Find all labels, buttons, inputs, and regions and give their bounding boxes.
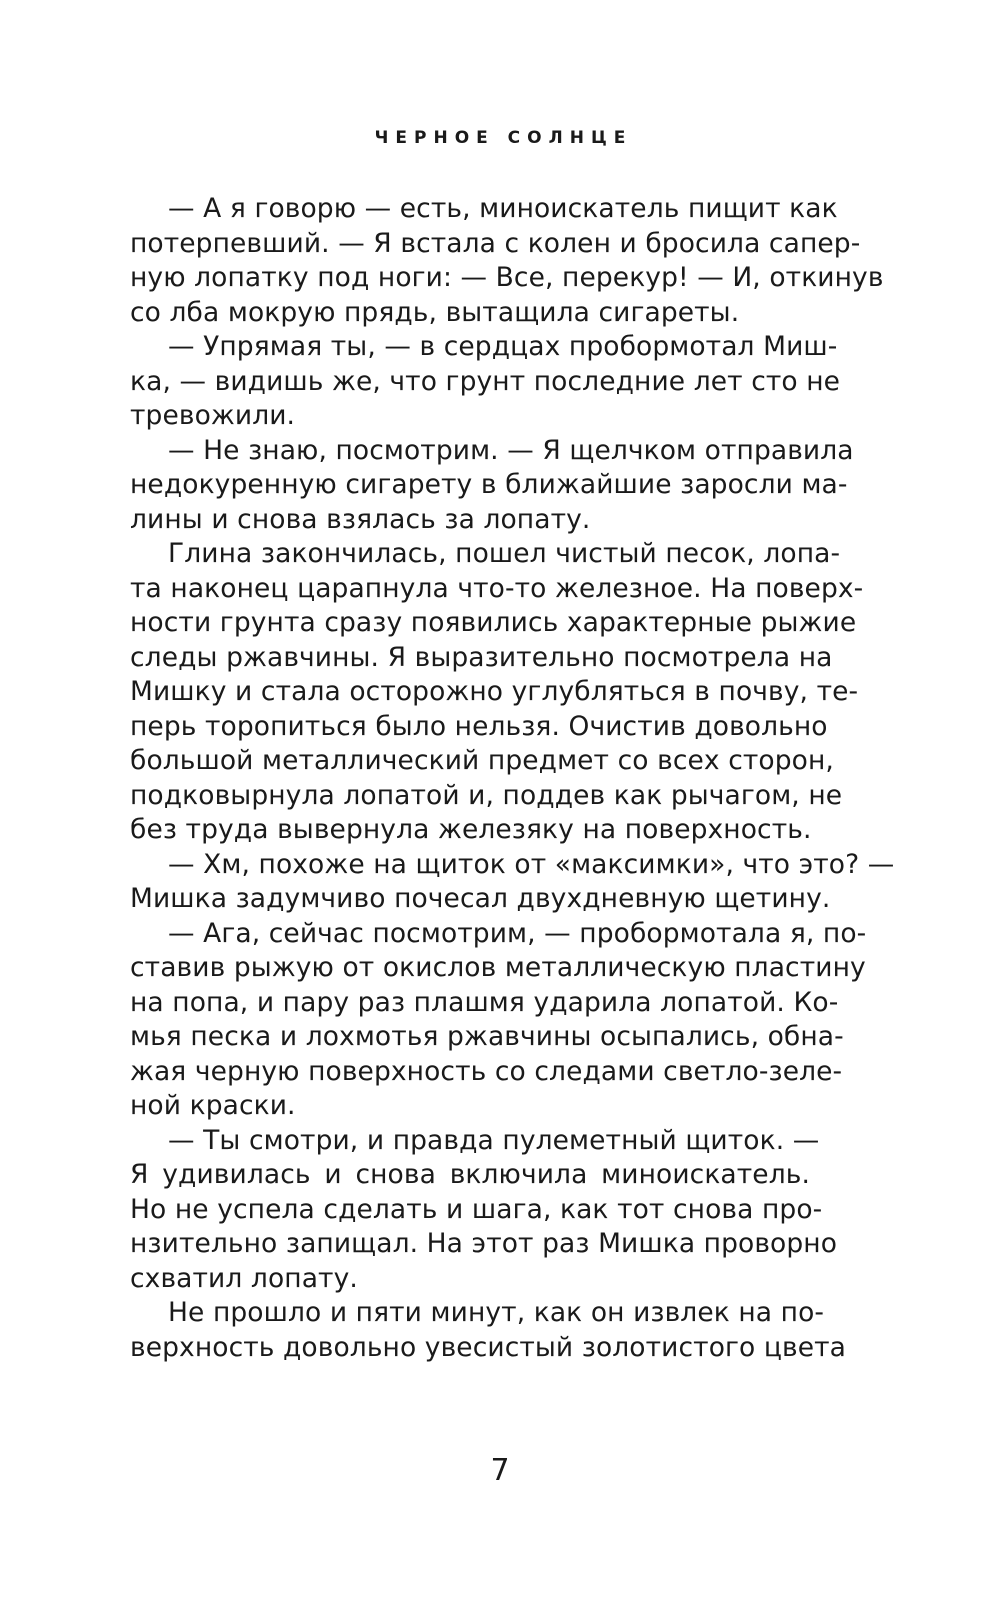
text-line: нзительно запищал. На этот раз Мишка проворно bbox=[130, 1228, 838, 1259]
text-line: — Хм, похоже на щиток от «максимки», что это? — bbox=[168, 848, 895, 880]
text-line: жая черную поверхность со следами светло-зеле- bbox=[130, 1055, 843, 1087]
text-line: перь торопиться было нельзя. Очистив довольно bbox=[130, 710, 828, 742]
text-line: Глина закончилась, пошел чистый песок, лопа- bbox=[168, 538, 841, 569]
text-line: потерпевший. — Я встала с колен и бросила сапер- bbox=[130, 227, 861, 259]
text-line: — Ты смотри, и правда пулеметный щиток. — bbox=[168, 1124, 820, 1156]
page-number: 7 bbox=[490, 1453, 510, 1488]
text-line: Не прошло и пяти минут, как он извлек на по- bbox=[168, 1297, 825, 1328]
text-line: — Упрямая ты, — в сердцах пробормотал Миш- bbox=[168, 331, 838, 362]
text-line: лины и снова взялась за лопату. bbox=[130, 503, 591, 535]
body-text bbox=[130, 192, 895, 1365]
running-title: ЧЕРНОЕ СОЛНЦЕ bbox=[374, 128, 633, 148]
text-line: Но не успела сделать и шага, как тот снова про- bbox=[130, 1193, 823, 1225]
text-line: тревожили. bbox=[130, 400, 296, 431]
text-line: мья песка и лохмотья ржавчины осыпались, обна- bbox=[130, 1021, 844, 1052]
text-line: — Не знаю, посмотрим. — Я щелчком отправила bbox=[168, 434, 854, 466]
text-line: Мишка задумчиво почесал двухдневную щетину. bbox=[130, 883, 831, 914]
text-line: недокуренную сигарету в ближайшие заросли ма- bbox=[130, 469, 848, 500]
text-line: Я удивилась и снова включила миноискатель. bbox=[130, 1159, 810, 1190]
text-line: со лба мокрую прядь, вытащила сигареты. bbox=[130, 296, 740, 328]
text-line: ную лопатку под ноги: — Все, перекур! — И, откинув bbox=[130, 262, 884, 293]
text-line: та наконец царапнула что-то железное. На поверх- bbox=[130, 572, 864, 604]
text-line: без труда вывернула железяку на поверхность. bbox=[130, 814, 812, 845]
text-line: ка, — видишь же, что грунт последние лет сто не bbox=[130, 365, 841, 397]
text-line: ной краски. bbox=[130, 1090, 296, 1121]
text-line: ности грунта сразу появились характерные рыжие bbox=[130, 607, 857, 638]
text-line: верхность довольно увесистый золотистого цвета bbox=[130, 1331, 846, 1363]
text-line: подковырнула лопатой и, поддев как рычагом, не bbox=[130, 779, 843, 811]
text-line: большой металлический предмет со всех сторон, bbox=[130, 745, 834, 776]
text-line: следы ржавчины. Я выразительно посмотрела на bbox=[130, 641, 833, 673]
text-line: ставив рыжую от окислов металлическую пластину bbox=[130, 952, 866, 983]
text-line: схватил лопату. bbox=[130, 1262, 358, 1294]
text-line: на попа, и пару раз плашмя ударила лопатой. Ко- bbox=[130, 986, 839, 1018]
text-line: Мишку и стала осторожно углубляться в почву, те- bbox=[130, 676, 859, 707]
text-line: — Ага, сейчас посмотрим, — пробормотала я, по- bbox=[168, 917, 867, 949]
text-line: — А я говорю — есть, миноискатель пищит как bbox=[168, 193, 838, 224]
